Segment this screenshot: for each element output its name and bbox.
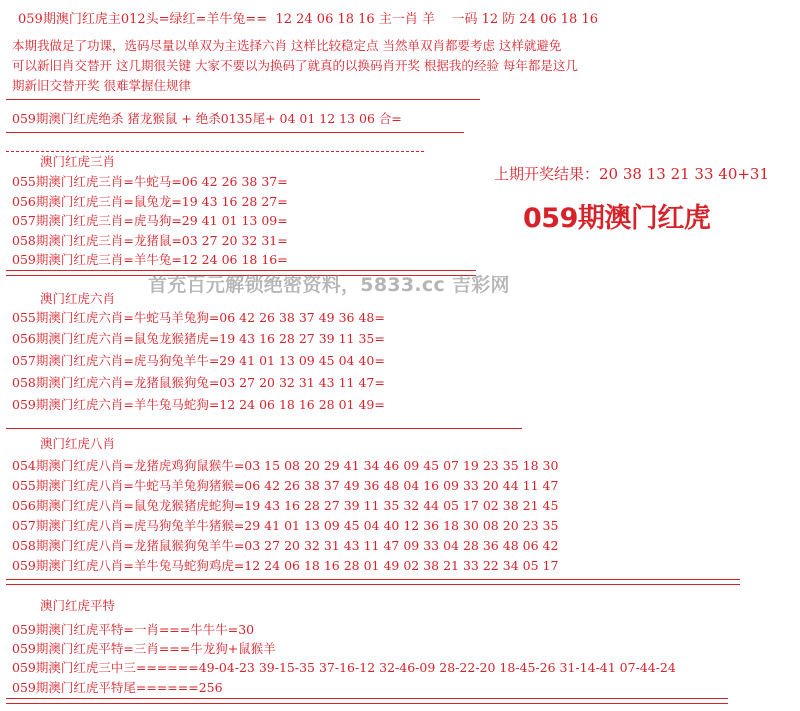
eight-row: 059期澳门红虎八肖=羊牛兔马蛇狗鸡虎=12 24 06 18 16 28 01 49 02 38 21 33 22 34 05 17: [12, 558, 559, 573]
header-top-line: 059期澳门红虎主012头=绿红=羊牛兔== 12 24 06 18 16 主一肖 羊 一码 12 防 24 06 18 16: [18, 12, 598, 27]
three-row: 056期澳门红虎三肖=鼠兔龙=19 43 16 28 27=: [12, 194, 288, 209]
last-result: 上期开奖结果：20 38 13 21 33 40+31: [494, 165, 770, 183]
special-row: 059期澳门红虎平特尾======256: [12, 680, 223, 695]
big-title: 059期澳门红虎: [523, 203, 711, 234]
six-row: 059期澳门红虎六肖=羊牛兔马蛇狗=12 24 06 18 16 28 01 49=: [12, 397, 385, 412]
three-row: 055期澳门红虎三肖=牛蛇马=06 42 26 38 37=: [12, 174, 288, 189]
three-row: 058期澳门红虎三肖=龙猪鼠=03 27 20 32 31=: [12, 233, 288, 248]
eight-row: 058期澳门红虎八肖=龙猪鼠猴狗兔羊牛=03 27 20 32 31 43 11 47 09 33 04 28 36 48 06 42: [12, 538, 559, 553]
kill-line: 059期澳门红虎绝杀 猪龙猴鼠 + 绝杀0135尾+ 04 01 12 13 06 合=: [12, 111, 402, 126]
special-row: 059期澳门红虎三中三======49-04-23 39-15-35 37-16-12 32-46-09 28-22-20 18-45-26 31-14-41 07-44-24: [12, 660, 676, 675]
three-title: 澳门红虎三肖: [40, 154, 116, 169]
intro-line-1: 本期我做足了功课，选码尽量以单双为主选择六肖 这样比较稳定点 当然单双肖都要考虑 这样就避免: [12, 38, 562, 53]
separator-double: [6, 698, 728, 704]
separator-dash: [6, 99, 480, 100]
separator-dash: [6, 428, 522, 429]
separator-double: [6, 579, 740, 585]
eight-row: 056期澳门红虎八肖=鼠兔龙猴猪虎蛇狗=19 43 16 28 27 39 11 35 32 44 05 17 02 38 21 45: [12, 498, 559, 513]
eight-row: 055期澳门红虎八肖=牛蛇马羊兔狗猪猴=06 42 26 38 37 49 36 48 04 16 09 33 20 44 11 47: [12, 478, 559, 493]
eight-row: 054期澳门红虎八肖=龙猪虎鸡狗鼠猴牛=03 15 08 20 29 41 34 46 09 45 07 19 23 35 18 30: [12, 458, 559, 473]
six-row: 055期澳门红虎六肖=牛蛇马羊兔狗=06 42 26 38 37 49 36 48=: [12, 310, 385, 325]
three-row: 057期澳门红虎三肖=虎马狗=29 41 01 13 09=: [12, 213, 288, 228]
three-row: 059期澳门红虎三肖=羊牛兔=12 24 06 18 16=: [12, 252, 288, 267]
intro-line-2: 可以新旧肖交替开 这几期很关键 大家不要以为换码了就真的以换码肖开奖 根据我的经验 每年都是这几: [12, 58, 578, 73]
eight-row: 057期澳门红虎八肖=虎马狗兔羊牛猪猴=29 41 01 13 09 45 04 40 12 36 18 30 08 20 23 35: [12, 518, 559, 533]
watermark: 首充百元解锁绝密资料，5833.cc 吉彩网: [148, 274, 510, 296]
eight-title: 澳门红虎八肖: [40, 436, 116, 451]
six-row: 058期澳门红虎六肖=龙猪鼠猴狗兔=03 27 20 32 31 43 11 47=: [12, 375, 385, 390]
six-row: 057期澳门红虎六肖=虎马狗兔羊牛=29 41 01 13 09 45 04 40=: [12, 353, 385, 368]
special-row: 059期澳门红虎平特=一肖===牛牛牛=30: [12, 622, 255, 637]
separator-dash: [6, 151, 424, 152]
separator-dash: [6, 132, 464, 133]
six-row: 056期澳门红虎六肖=鼠兔龙猴猪虎=19 43 16 28 27 39 11 35=: [12, 331, 385, 346]
special-title: 澳门红虎平特: [40, 598, 116, 613]
intro-line-3: 期新旧交替开奖 很难掌握住规律: [12, 78, 191, 93]
six-title: 澳门红虎六肖: [40, 291, 116, 306]
special-row: 059期澳门红虎平特=三肖===牛龙狗+鼠猴羊: [12, 641, 276, 656]
